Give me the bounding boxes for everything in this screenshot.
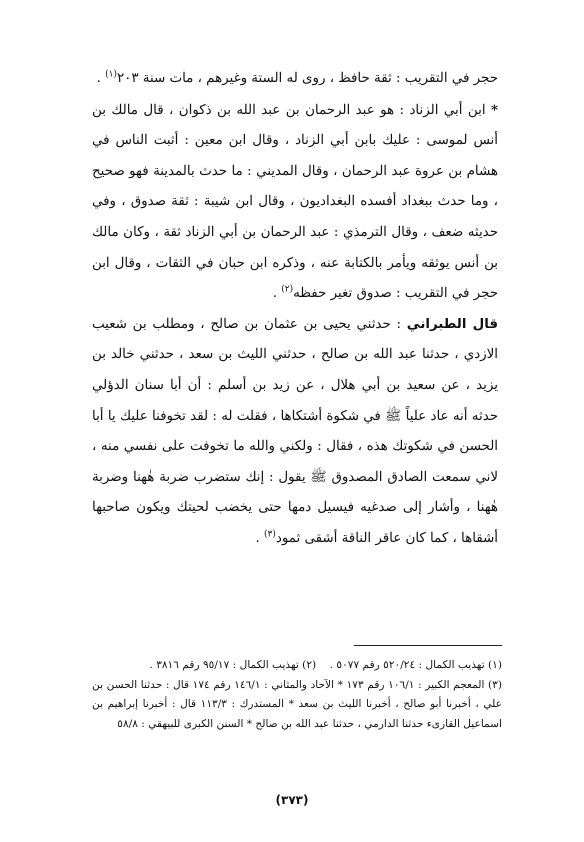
footnote-3: (٣) المعجم الكبير : ١٠٦/١ رقم ١٧٣ * الآحاد والمثاني : ١٤٦/١ رقم ١٧٤ قال : حدثنا الحسن بن علي ، أخبرنا أبو صالح ، أخبرنا الليث بن سعد * المستدرك : ١١٣/٣ قال : أخبرنا إبراهيم بن اسماعيل القارىء حدثنا الدارمي ، حدثنا عبد الله بن صالح * السنن الكبرى للبيهقي : ٥٨/٨ xyxy=(92,678,503,730)
paragraph-1 xyxy=(92,64,498,95)
paragraph-2-text: ابن أبي الزناد : هو عبد الرحمان بن عبد الله بن ذكوان ، قال مالك بن أنس لموسى : عليك بابن أبي الزناد ، وقال ابن معين : أثبت الناس في هشام بن عروة عبد الرحمان ، وقال المديني : ما حدث بالمدينة فهو صحيح ، وما حدث ببغداد أفسده البغداديون ، وقال ابن شيبة : ثقة صدوق ، وفي حديثه ضعف ، وقال الترمذي : عبد الرحمان بن أبي الزناد ثقة ، وكان مالك بن أنس يوثقه ويأمر بالكتابة عنه ، وذكره ابن حبان في الثقات ، وقال ابن حجر في التقريب : صدوق تغير حفظه xyxy=(92,102,498,302)
footnote-1: (١) تهذيب الكمال : ٥٢٠/٢٤ رقم ٥٠٧٧ . xyxy=(329,659,502,671)
paragraph-3-end: . xyxy=(255,530,264,546)
paragraph-1-end: . xyxy=(96,71,106,86)
footnotes-line-1 xyxy=(92,656,502,676)
footnote-ref-1: (١) xyxy=(105,69,117,80)
footnote-ref-3: (٣) xyxy=(264,529,276,540)
star-marker: * xyxy=(490,101,498,118)
footnote-2: (٢) تهذيب الكمال : ٩٥/١٧ رقم ٣٨١٦ . xyxy=(149,659,317,671)
footnotes-section xyxy=(92,656,502,734)
footnote-ref-2: (٢) xyxy=(281,284,294,295)
main-text-body xyxy=(92,64,498,555)
paragraph-2 xyxy=(92,95,498,310)
paragraph-1-text: حجر في التقريب : ثقة حافظ ، روى له الستة وغيرهم ، مات سنة ٢٠٣ xyxy=(116,71,498,86)
paragraph-3-text: : حدثني يحيى بن عثمان بن صالح ، ومطلب بن شعيب الازدي ، حدثنا عبد الله بن صالح ، حدثني الليث بن سعد ، حدثني خالد بن يزيد ، عن سعيد بن أبي هلال ، عن زيد بن أسلم : أن أبا سنان الدؤلي حدثه أنه عاد علياً ﷺ في شكوة أشتكاها ، فقلت له : لقد تخوفنا عليك يا أبا الحسن في شكوتك هذه ، فقال : ولكني والله ما تخوفت على نفسي منه ، لاني سمعت الصادق المصدوق ﷺ يقول : إنك ستضرب ضربة هٰهنا وضربة هٰهنا ، وأشار إلى صدغيه فيسيل دمها حتى يخضب لحيتك ويكون صاحبها أشقاها ، كما كان عاقر الناقة أشقى ثمود xyxy=(92,316,498,546)
paragraph-3-lead: قال الطبراني xyxy=(406,316,498,332)
page-number: (٣٧٣) xyxy=(275,793,309,807)
paragraph-2-end: . xyxy=(272,286,282,302)
paragraph-3 xyxy=(92,310,498,555)
footnote-divider xyxy=(354,645,502,646)
